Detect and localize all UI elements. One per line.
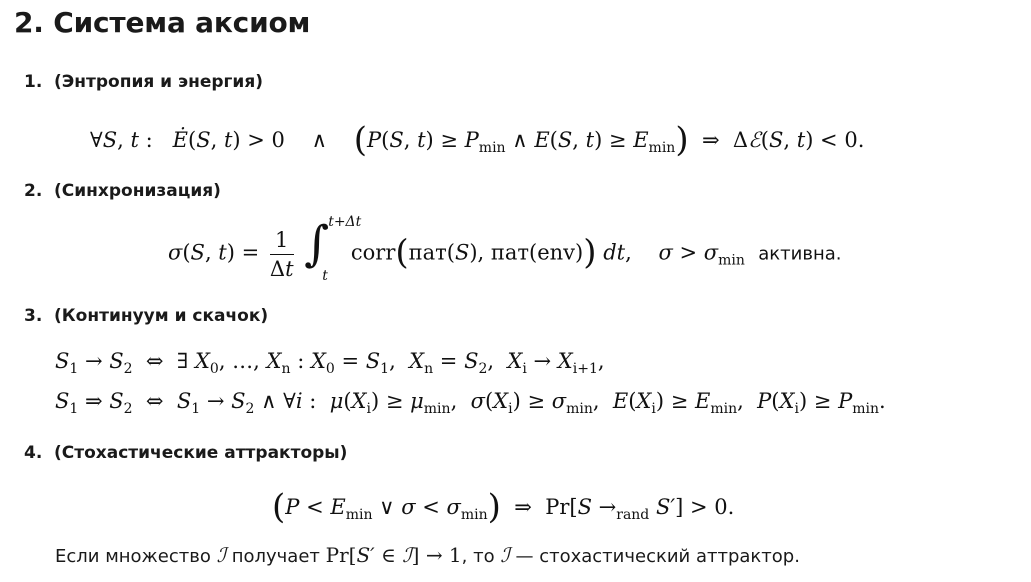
axiom-3-formula-line-1: $S_1 \to S_2$ ⇔ ∃ $X_0$, …, $X_n$ : $X_0 = S_1$, $X_n = S_2$, $X_i \to X_{i+1}$, (55, 349, 605, 377)
footer-after: , то (461, 546, 495, 567)
attractor-definition: Если множество ℐ получает Pr[S′ ∈ ℐ] → 1, то ℐ — стохастический аттрактор. (55, 543, 800, 567)
footer-middle: получает (231, 546, 320, 567)
page-title: 2. Система аксиом (14, 6, 311, 39)
axiom-1-label: (Энтропия и энергия) (54, 72, 264, 92)
axiom-3-label: (Континуум и скачок) (54, 306, 269, 326)
axiom-3-title (24, 306, 268, 326)
axiom-3-formula-line-2: $S_1$ ⇒ $S_2$ ⇔ $S_1 \to S_2$ ∧ ∀i : $\mu(X_i) \ge \mu_{min}$, $\sigma(X_i) \ge \sigma_{min}$, $E(X_i) \ge E_{min}$, $P(X_i) \ge P_{min}$. (55, 389, 886, 417)
footer-prefix: Если множество (55, 546, 211, 567)
axiom-1-number: 1. (24, 72, 43, 92)
axiom-4-title (24, 443, 347, 463)
footer-suffix: — стохастический аттрактор. (515, 546, 800, 567)
axiom-4-label: (Стохастические аттракторы) (54, 443, 348, 463)
fraction: $\frac{1}{\Delta t}$ (269, 227, 294, 281)
axiom-2-title (24, 181, 221, 201)
axiom-1-title (24, 72, 263, 92)
axiom-4-number: 4. (24, 443, 43, 463)
axiom-2-formula: σ(S, t) = $\frac{1}{\Delta t}$ ∫ t+Δt t corr(пат(S), пат(env)) dt, $\sigma > \sigma_{min}$ активна. (168, 214, 842, 284)
axiom-3-number: 3. (24, 306, 43, 326)
sync-active-text: активна. (758, 243, 842, 265)
axiom-2-label: (Синхронизация) (54, 181, 221, 201)
axiom-2-number: 2. (24, 181, 43, 201)
integral-sign: ∫ t+Δt t (304, 214, 362, 284)
axiom-1-formula: ∀S, t : Ė(S, t) > 0 ∧ (P(S, $t) \ge P_{min}$ ∧ E(S, $t) \ge E_{min}$) ⇒ Δℰ(S, t) < 0. (90, 120, 865, 160)
axiom-4-formula: ($P < E_{min}$ ∨ $\sigma < \sigma_{min}$) ⇒ $Pr[S \to_{rand}$ S′] > 0. (272, 487, 735, 527)
